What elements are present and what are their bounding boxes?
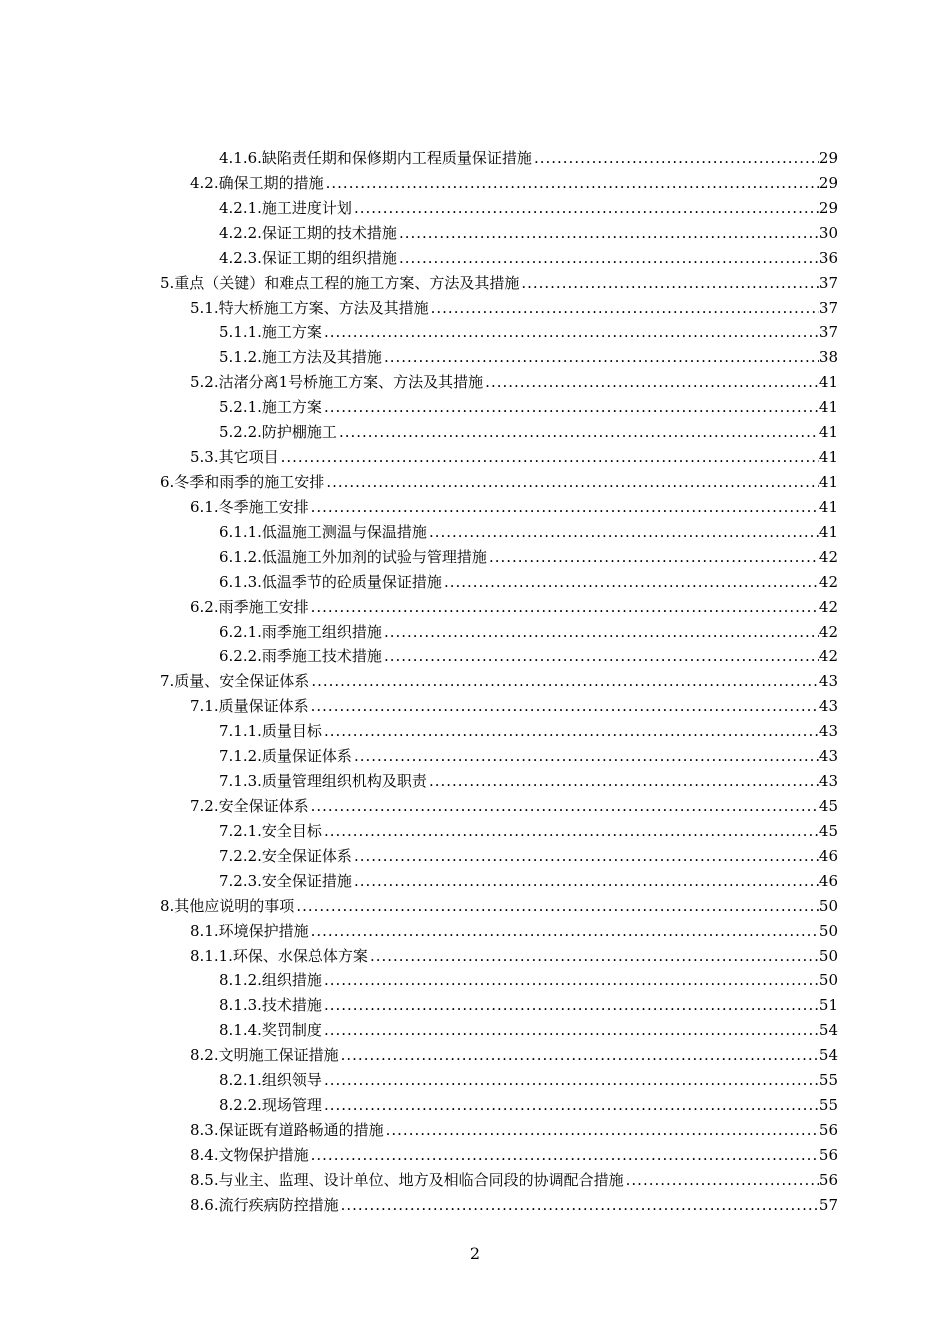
toc-entry[interactable] bbox=[160, 869, 838, 894]
toc-entry-title: 6.2.2.雨季施工技术措施 bbox=[219, 647, 382, 666]
toc-entry[interactable] bbox=[160, 844, 838, 869]
toc-dot-leader bbox=[322, 819, 819, 844]
toc-entry[interactable] bbox=[160, 694, 838, 719]
toc-entry-title: 7.2.1.安全目标 bbox=[219, 821, 322, 840]
toc-entry-page: 43 bbox=[818, 772, 838, 791]
toc-dot-leader bbox=[337, 420, 819, 445]
toc-entry-title: 7.1.1.质量目标 bbox=[219, 722, 322, 741]
toc-entry-page: 56 bbox=[818, 1120, 838, 1139]
toc-entry-page: 50 bbox=[818, 921, 838, 940]
toc-entry-title: 6.2.1.雨季施工组织措施 bbox=[219, 622, 382, 641]
toc-entry[interactable] bbox=[160, 794, 838, 819]
toc-dot-leader bbox=[322, 1068, 819, 1093]
toc-entry-page: 29 bbox=[818, 149, 838, 167]
toc-entry-page: 54 bbox=[818, 1046, 838, 1065]
toc-entry[interactable] bbox=[160, 769, 838, 794]
toc-entry-page: 37 bbox=[818, 298, 838, 317]
toc-dot-leader bbox=[322, 1093, 819, 1118]
toc-entry-title: 5.2.1.施工方案 bbox=[219, 398, 322, 417]
toc-dot-leader bbox=[309, 669, 819, 694]
toc-entry-title: 6.2.雨季施工安排 bbox=[190, 597, 309, 616]
toc-entry-page: 55 bbox=[818, 1096, 838, 1115]
toc-dot-leader bbox=[324, 171, 819, 196]
toc-entry[interactable] bbox=[160, 395, 838, 420]
toc-entry-title: 7.2.安全保证体系 bbox=[190, 796, 309, 815]
toc-entry[interactable] bbox=[160, 370, 838, 395]
toc-dot-leader bbox=[309, 1143, 819, 1168]
toc-dot-leader bbox=[384, 1118, 819, 1143]
toc-entry[interactable] bbox=[160, 520, 838, 545]
toc-entry[interactable] bbox=[160, 495, 838, 520]
toc-entry-page: 46 bbox=[818, 871, 838, 890]
toc-dot-leader bbox=[427, 769, 819, 794]
toc-entry[interactable] bbox=[160, 919, 838, 944]
toc-entry-title: 8.1.2.组织措施 bbox=[219, 971, 322, 990]
toc-entry-title: 5.2.2.防护棚施工 bbox=[219, 423, 337, 442]
toc-entry-page: 30 bbox=[818, 223, 838, 242]
toc-dot-leader bbox=[483, 370, 819, 395]
toc-entry-title: 8.4.文物保护措施 bbox=[190, 1145, 309, 1164]
toc-dot-leader bbox=[322, 993, 819, 1018]
toc-entry-title: 8.2.2.现场管理 bbox=[219, 1096, 322, 1115]
toc-entry-title: 5.3.其它项目 bbox=[190, 448, 279, 467]
toc-entry-title: 6.冬季和雨季的施工安排 bbox=[160, 472, 325, 491]
toc-entry[interactable] bbox=[160, 1018, 838, 1043]
toc-dot-leader bbox=[442, 570, 819, 595]
toc-entry-title: 6.1.2.低温施工外加剂的试验与管理措施 bbox=[219, 547, 487, 566]
toc-dot-leader bbox=[352, 744, 819, 769]
toc-dot-leader bbox=[322, 968, 819, 993]
toc-entry-page: 43 bbox=[818, 697, 838, 716]
toc-entry-title: 7.2.3.安全保证措施 bbox=[219, 871, 352, 890]
toc-dot-leader bbox=[309, 595, 819, 620]
toc-entry-title: 5.1.特大桥施工方案、方法及其措施 bbox=[190, 298, 429, 317]
toc-entry-page: 56 bbox=[818, 1170, 838, 1189]
toc-dot-leader bbox=[322, 719, 819, 744]
toc-entry-page: 29 bbox=[818, 173, 838, 192]
toc-entry-page: 54 bbox=[818, 1021, 838, 1040]
toc-dot-leader bbox=[322, 1018, 819, 1043]
toc-entry[interactable] bbox=[160, 271, 838, 296]
toc-dot-leader bbox=[339, 1193, 819, 1218]
toc-entry-page: 41 bbox=[818, 398, 838, 417]
toc-entry[interactable] bbox=[160, 595, 838, 620]
toc-entry-page: 41 bbox=[818, 423, 838, 442]
toc-dot-leader bbox=[352, 844, 819, 869]
toc-entry[interactable] bbox=[160, 171, 838, 196]
toc-entry-title: 8.2.1.组织领导 bbox=[219, 1071, 322, 1090]
toc-entry-title: 8.其他应说明的事项 bbox=[160, 896, 295, 915]
toc-entry-page: 50 bbox=[818, 946, 838, 965]
toc-entry[interactable] bbox=[160, 545, 838, 570]
toc-entry[interactable] bbox=[160, 1193, 838, 1218]
toc-entry[interactable] bbox=[160, 445, 838, 470]
toc-entry-page: 51 bbox=[818, 996, 838, 1015]
toc-entry-title: 4.2.1.施工进度计划 bbox=[219, 198, 352, 217]
toc-dot-leader bbox=[309, 495, 819, 520]
toc-entry-title: 7.2.2.安全保证体系 bbox=[219, 846, 352, 865]
toc-entry[interactable] bbox=[160, 993, 838, 1018]
toc-entry[interactable] bbox=[160, 944, 838, 969]
toc-dot-leader bbox=[532, 146, 819, 171]
toc-entry-page: 55 bbox=[818, 1071, 838, 1090]
toc-entry-title: 5.2.沽渚分离1号桥施工方案、方法及其措施 bbox=[190, 373, 484, 392]
toc-entry-title: 8.1.4.奖罚制度 bbox=[219, 1021, 322, 1040]
toc-dot-leader bbox=[397, 246, 819, 271]
toc-dot-leader bbox=[382, 620, 819, 645]
toc-entry[interactable] bbox=[160, 968, 838, 993]
toc-entry[interactable] bbox=[160, 719, 838, 744]
toc-entry-title: 7.质量、安全保证体系 bbox=[160, 672, 310, 691]
toc-entry-page: 41 bbox=[818, 497, 838, 516]
toc-entry-page: 56 bbox=[818, 1145, 838, 1164]
toc-entry-page: 50 bbox=[818, 971, 838, 990]
toc-entry[interactable] bbox=[160, 644, 838, 669]
toc-dot-leader bbox=[322, 395, 819, 420]
toc-entry-page: 38 bbox=[818, 348, 838, 367]
toc-entry[interactable] bbox=[160, 819, 838, 844]
toc-entry-page: 29 bbox=[818, 198, 838, 217]
toc-dot-leader bbox=[397, 221, 819, 246]
toc-dot-leader bbox=[279, 445, 819, 470]
toc-entry[interactable] bbox=[160, 1118, 838, 1143]
toc-dot-leader bbox=[294, 894, 819, 919]
toc-dot-leader bbox=[429, 296, 819, 321]
toc-dot-leader bbox=[382, 644, 819, 669]
toc-entry[interactable] bbox=[160, 470, 838, 495]
table-of-contents bbox=[160, 146, 838, 1218]
toc-entry-page: 42 bbox=[818, 547, 838, 566]
toc-dot-leader bbox=[339, 1043, 819, 1068]
toc-dot-leader bbox=[487, 545, 819, 570]
toc-entry[interactable] bbox=[160, 1168, 838, 1193]
toc-entry[interactable] bbox=[160, 894, 838, 919]
toc-entry-title: 7.1.2.质量保证体系 bbox=[219, 747, 352, 766]
toc-entry[interactable] bbox=[160, 1143, 838, 1168]
toc-entry-title: 8.2.文明施工保证措施 bbox=[190, 1046, 339, 1065]
toc-entry-title: 4.1.6.缺陷责任期和保修期内工程质量保证措施 bbox=[219, 149, 532, 167]
toc-entry[interactable] bbox=[160, 570, 838, 595]
toc-entry-page: 42 bbox=[818, 622, 838, 641]
toc-entry[interactable] bbox=[160, 420, 838, 445]
toc-entry[interactable] bbox=[160, 221, 838, 246]
toc-entry[interactable] bbox=[160, 669, 838, 694]
toc-entry-page: 43 bbox=[818, 672, 838, 691]
toc-dot-leader bbox=[309, 694, 819, 719]
toc-dot-leader bbox=[427, 520, 819, 545]
toc-dot-leader bbox=[324, 470, 819, 495]
toc-entry[interactable] bbox=[160, 320, 838, 345]
toc-entry-title: 5.1.1.施工方案 bbox=[219, 323, 322, 342]
toc-entry-page: 57 bbox=[818, 1195, 838, 1214]
toc-entry-title: 6.1.3.低温季节的砼质量保证措施 bbox=[219, 572, 442, 591]
page-number: 2 bbox=[469, 1244, 481, 1263]
toc-dot-leader bbox=[352, 869, 819, 894]
toc-entry-page: 41 bbox=[818, 448, 838, 467]
toc-entry-title: 4.2.3.保证工期的组织措施 bbox=[219, 248, 397, 267]
toc-dot-leader bbox=[309, 919, 819, 944]
toc-entry-page: 42 bbox=[818, 572, 838, 591]
toc-entry-page: 42 bbox=[818, 647, 838, 666]
toc-entry-title: 8.3.保证既有道路畅通的措施 bbox=[190, 1120, 384, 1139]
toc-entry-title: 8.1.1.环保、水保总体方案 bbox=[190, 946, 368, 965]
toc-entry[interactable] bbox=[160, 744, 838, 769]
toc-entry-page: 42 bbox=[818, 597, 838, 616]
toc-entry-title: 7.1.质量保证体系 bbox=[190, 697, 309, 716]
toc-entry-page: 41 bbox=[818, 373, 838, 392]
toc-entry-page: 37 bbox=[818, 323, 838, 342]
toc-entry-title: 7.1.3.质量管理组织机构及职责 bbox=[219, 772, 427, 791]
toc-dot-leader bbox=[368, 944, 819, 969]
toc-entry-page: 41 bbox=[818, 472, 838, 491]
toc-entry[interactable] bbox=[160, 246, 838, 271]
toc-entry-page: 46 bbox=[818, 846, 838, 865]
toc-entry-page: 50 bbox=[818, 896, 838, 915]
toc-entry[interactable] bbox=[160, 345, 838, 370]
toc-entry-page: 45 bbox=[818, 796, 838, 815]
toc-entry-title: 4.2.确保工期的措施 bbox=[190, 173, 324, 192]
toc-entry-page: 37 bbox=[818, 273, 838, 292]
toc-dot-leader bbox=[382, 345, 819, 370]
toc-entry-title: 6.1.1.低温施工测温与保温措施 bbox=[219, 522, 427, 541]
toc-dot-leader bbox=[519, 271, 819, 296]
toc-entry-title: 8.1.3.技术措施 bbox=[219, 996, 322, 1015]
toc-entry-page: 43 bbox=[818, 747, 838, 766]
toc-entry-page: 36 bbox=[818, 248, 838, 267]
toc-entry-title: 4.2.2.保证工期的技术措施 bbox=[219, 223, 397, 242]
toc-dot-leader bbox=[322, 320, 819, 345]
toc-entry-title: 5.1.2.施工方法及其措施 bbox=[219, 348, 382, 367]
toc-entry-title: 8.1.环境保护措施 bbox=[190, 921, 309, 940]
toc-entry[interactable] bbox=[160, 1068, 838, 1093]
toc-entry-page: 43 bbox=[818, 722, 838, 741]
toc-entry[interactable] bbox=[160, 620, 838, 645]
toc-entry-title: 5.重点（关键）和难点工程的施工方案、方法及其措施 bbox=[160, 273, 520, 292]
toc-dot-leader bbox=[309, 794, 819, 819]
toc-entry[interactable] bbox=[160, 1093, 838, 1118]
toc-dot-leader bbox=[352, 196, 819, 221]
toc-entry[interactable] bbox=[160, 146, 838, 171]
toc-entry-page: 45 bbox=[818, 821, 838, 840]
toc-entry[interactable] bbox=[160, 296, 838, 321]
toc-entry-title: 8.5.与业主、监理、设计单位、地方及相临合同段的协调配合措施 bbox=[190, 1170, 624, 1189]
toc-entry-title: 6.1.冬季施工安排 bbox=[190, 497, 309, 516]
toc-entry-title: 8.6.流行疾病防控措施 bbox=[190, 1195, 339, 1214]
toc-entry[interactable] bbox=[160, 196, 838, 221]
toc-dot-leader bbox=[624, 1168, 819, 1193]
toc-entry-page: 41 bbox=[818, 522, 838, 541]
toc-entry[interactable] bbox=[160, 1043, 838, 1068]
